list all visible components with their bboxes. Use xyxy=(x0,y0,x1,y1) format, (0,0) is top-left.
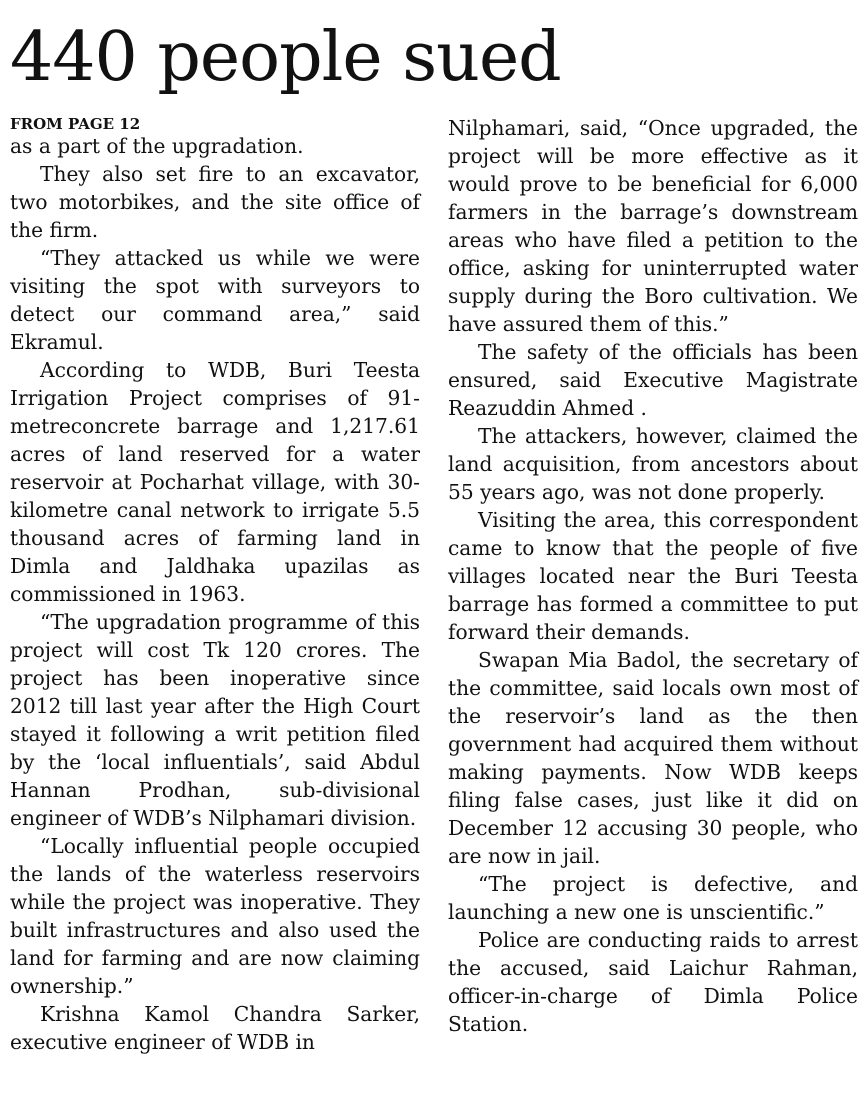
paragraph: “The upgradation programme of this project will cost Tk 120 crores. The project has been inoperative since 2012 till last year after the High Court stayed it following a writ petition filed by the ‘local influentials’, said Abdul Hannan Prodhan, sub-divisional engineer of WDB’s Nilphamari division. xyxy=(10,610,420,830)
paragraph: “They attacked us while we were visiting the spot with surveyors to detect our command area,” said Ekramul. xyxy=(10,246,420,354)
paragraph: Nilphamari, said, “Once upgraded, the project will be more effective as it would prove to be beneficial for 6,000 farmers in the barrage’s downstream areas who have filed a petition to the office, asking for uninterrupted water supply during the Boro cultivation. We have assured them of this.” xyxy=(448,116,858,336)
paragraph: Swapan Mia Badol, the secretary of the committee, said locals own most of the reservoir’s land as the then government had acquired them without making payments. Now WDB keeps filing false cases, just like it did on December 12 accusing 30 people, who are now in jail. xyxy=(448,648,858,868)
headline: 440 people sued xyxy=(10,18,561,97)
article-column-right xyxy=(448,114,858,1038)
paragraph: as a part of the upgradation. xyxy=(10,134,304,158)
paragraph: Visiting the area, this correspondent came to know that the people of five villages located near the Buri Teesta barrage has formed a committee to put forward their demands. xyxy=(448,508,858,644)
paragraph: The safety of the officials has been ensured, said Executive Magistrate Reazuddin Ahmed . xyxy=(448,340,858,420)
jump-line: FROM PAGE 12 xyxy=(10,115,141,133)
article-column-left xyxy=(10,114,420,1056)
paragraph: “Locally influential people occupied the lands of the waterless reservoirs while the project was inoperative. They built infrastructures and also used the land for farming and are now claiming ownership.” xyxy=(10,834,420,998)
paragraph: They also set fire to an excavator, two motorbikes, and the site office of the firm. xyxy=(10,162,420,242)
paragraph: The attackers, however, claimed the land acquisition, from ancestors about 55 years ago, was not done properly. xyxy=(448,424,858,504)
paragraph: “The project is defective, and launching a new one is unscientific.” xyxy=(448,872,858,924)
paragraph: Krishna Kamol Chandra Sarker, executive engineer of WDB in xyxy=(10,1002,420,1054)
paragraph: Police are conducting raids to arrest the accused, said Laichur Rahman, officer-in-charge of Dimla Police Station. xyxy=(448,928,858,1036)
paragraph: According to WDB, Buri Teesta Irrigation Project comprises of 91-metreconcrete barrage and 1,217.61 acres of land reserved for a water reservoir at Pocharhat village, with 30-kilometre canal network to irrigate 5.5 thousand acres of farming land in Dimla and Jaldhaka upazilas as commissioned in 1963. xyxy=(10,358,420,606)
